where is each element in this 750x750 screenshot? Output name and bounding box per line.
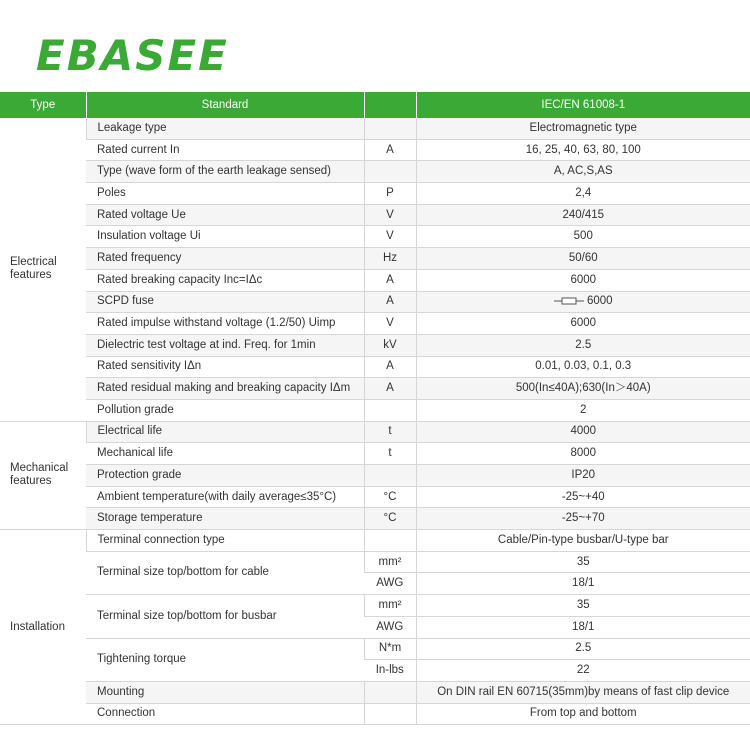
param-value: -25~+40 [416,486,750,508]
param-unit: V [364,226,416,248]
param-value: 0.01, 0.03, 0.1, 0.3 [416,356,750,378]
fuse-icon [554,296,584,306]
param-value: 50/60 [416,248,750,270]
brand-logo [36,28,236,76]
header-type: Type [0,92,86,118]
param-name: Terminal size top/bottom for cable [86,551,364,594]
table-row [0,486,750,508]
param-name: Rated sensitivity IΔn [86,356,364,378]
param-unit: V [364,204,416,226]
param-unit: mm² [364,595,416,617]
param-unit: kV [364,334,416,356]
param-value: 500(In≤40A);630(In＞40A) [416,378,750,400]
param-name: Type (wave form of the earth leakage sensed) [86,161,364,183]
param-unit [364,465,416,487]
param-name: Electrical life [86,421,364,443]
param-unit: A [364,269,416,291]
param-unit: A [364,139,416,161]
table-row [0,638,750,660]
table-row [0,551,750,573]
param-name: Rated residual making and breaking capacity IΔm [86,378,364,400]
param-value: 2.5 [416,334,750,356]
table-row [0,421,750,443]
param-unit: t [364,443,416,465]
param-name: Rated frequency [86,248,364,270]
header-unit [364,92,416,118]
param-value: IP20 [416,465,750,487]
group-electrical: Electrical features [0,118,86,421]
param-unit: Hz [364,248,416,270]
table-row [0,139,750,161]
param-name: Poles [86,183,364,205]
param-value-fuse [416,291,750,313]
param-unit: V [364,313,416,335]
param-value: 16, 25, 40, 63, 80, 100 [416,139,750,161]
table-row [0,465,750,487]
param-value: 2,4 [416,183,750,205]
table-row [0,269,750,291]
param-unit: P [364,183,416,205]
param-name: Insulation voltage Ui [86,226,364,248]
param-name: Tightening torque [86,638,364,681]
param-name: Mounting [86,681,364,703]
table-row [0,356,750,378]
param-unit: °C [364,486,416,508]
table-row [0,161,750,183]
table-row [0,313,750,335]
param-unit: °C [364,508,416,530]
header-row [0,92,750,118]
param-unit: t [364,421,416,443]
table-row [0,508,750,530]
logo-text: EBASEE [36,31,229,78]
param-name: Storage temperature [86,508,364,530]
param-name: SCPD fuse [86,291,364,313]
param-value: 6000 [416,313,750,335]
table-row [0,291,750,313]
param-value: 500 [416,226,750,248]
param-unit [364,530,416,552]
param-name: Ambient temperature(with daily average≤35°C) [86,486,364,508]
param-value: 2 [416,399,750,421]
param-unit: AWG [364,616,416,638]
param-unit [364,681,416,703]
spec-table [0,92,750,725]
table-row [0,530,750,552]
param-value: 18/1 [416,616,750,638]
param-name: Pollution grade [86,399,364,421]
param-unit: mm² [364,551,416,573]
param-value: Electromagnetic type [416,118,750,139]
param-name: Rated voltage Ue [86,204,364,226]
param-value: 18/1 [416,573,750,595]
logo-graphic [36,28,236,78]
param-name: Rated impulse withstand voltage (1.2/50) Uimp [86,313,364,335]
param-name: Protection grade [86,465,364,487]
group-mechanical: Mechanical features [0,421,86,529]
param-unit: A [364,291,416,313]
param-value: 240/415 [416,204,750,226]
group-installation: Installation [0,530,86,725]
param-value: 8000 [416,443,750,465]
table-row [0,681,750,703]
param-unit: A [364,378,416,400]
header-standard: Standard [86,92,364,118]
param-value: 2.5 [416,638,750,660]
param-unit: N*m [364,638,416,660]
param-unit [364,399,416,421]
param-unit [364,161,416,183]
param-value: A, AC,S,AS [416,161,750,183]
fuse-value: 6000 [586,295,613,308]
table-row [0,595,750,617]
table-row [0,183,750,205]
param-value: 22 [416,660,750,682]
param-value: 35 [416,595,750,617]
param-name: Rated breaking capacity Inc=IΔc [86,269,364,291]
param-unit: In-lbs [364,660,416,682]
param-value: -25~+70 [416,508,750,530]
param-name: Terminal connection type [86,530,364,552]
param-unit [364,703,416,725]
param-value: 6000 [416,269,750,291]
param-value: Cable/Pin-type busbar/U-type bar [416,530,750,552]
table-row [0,226,750,248]
param-name: Rated current In [86,139,364,161]
param-name: Dielectric test voltage at ind. Freq. for 1min [86,334,364,356]
param-value: From top and bottom [416,703,750,725]
param-unit: A [364,356,416,378]
param-unit [364,118,416,139]
table-row [0,443,750,465]
table-row [0,378,750,400]
param-name: Connection [86,703,364,725]
table-row [0,118,750,139]
table-row [0,334,750,356]
header-value: IEC/EN 61008-1 [416,92,750,118]
table-row [0,204,750,226]
param-value: On DIN rail EN 60715(35mm)by means of fast clip device [416,681,750,703]
param-value: 35 [416,551,750,573]
param-unit: AWG [364,573,416,595]
param-name: Mechanical life [86,443,364,465]
param-name: Terminal size top/bottom for busbar [86,595,364,638]
table-row [0,703,750,725]
param-value: 4000 [416,421,750,443]
table-row [0,399,750,421]
table-row [0,248,750,270]
param-name: Leakage type [86,118,364,139]
